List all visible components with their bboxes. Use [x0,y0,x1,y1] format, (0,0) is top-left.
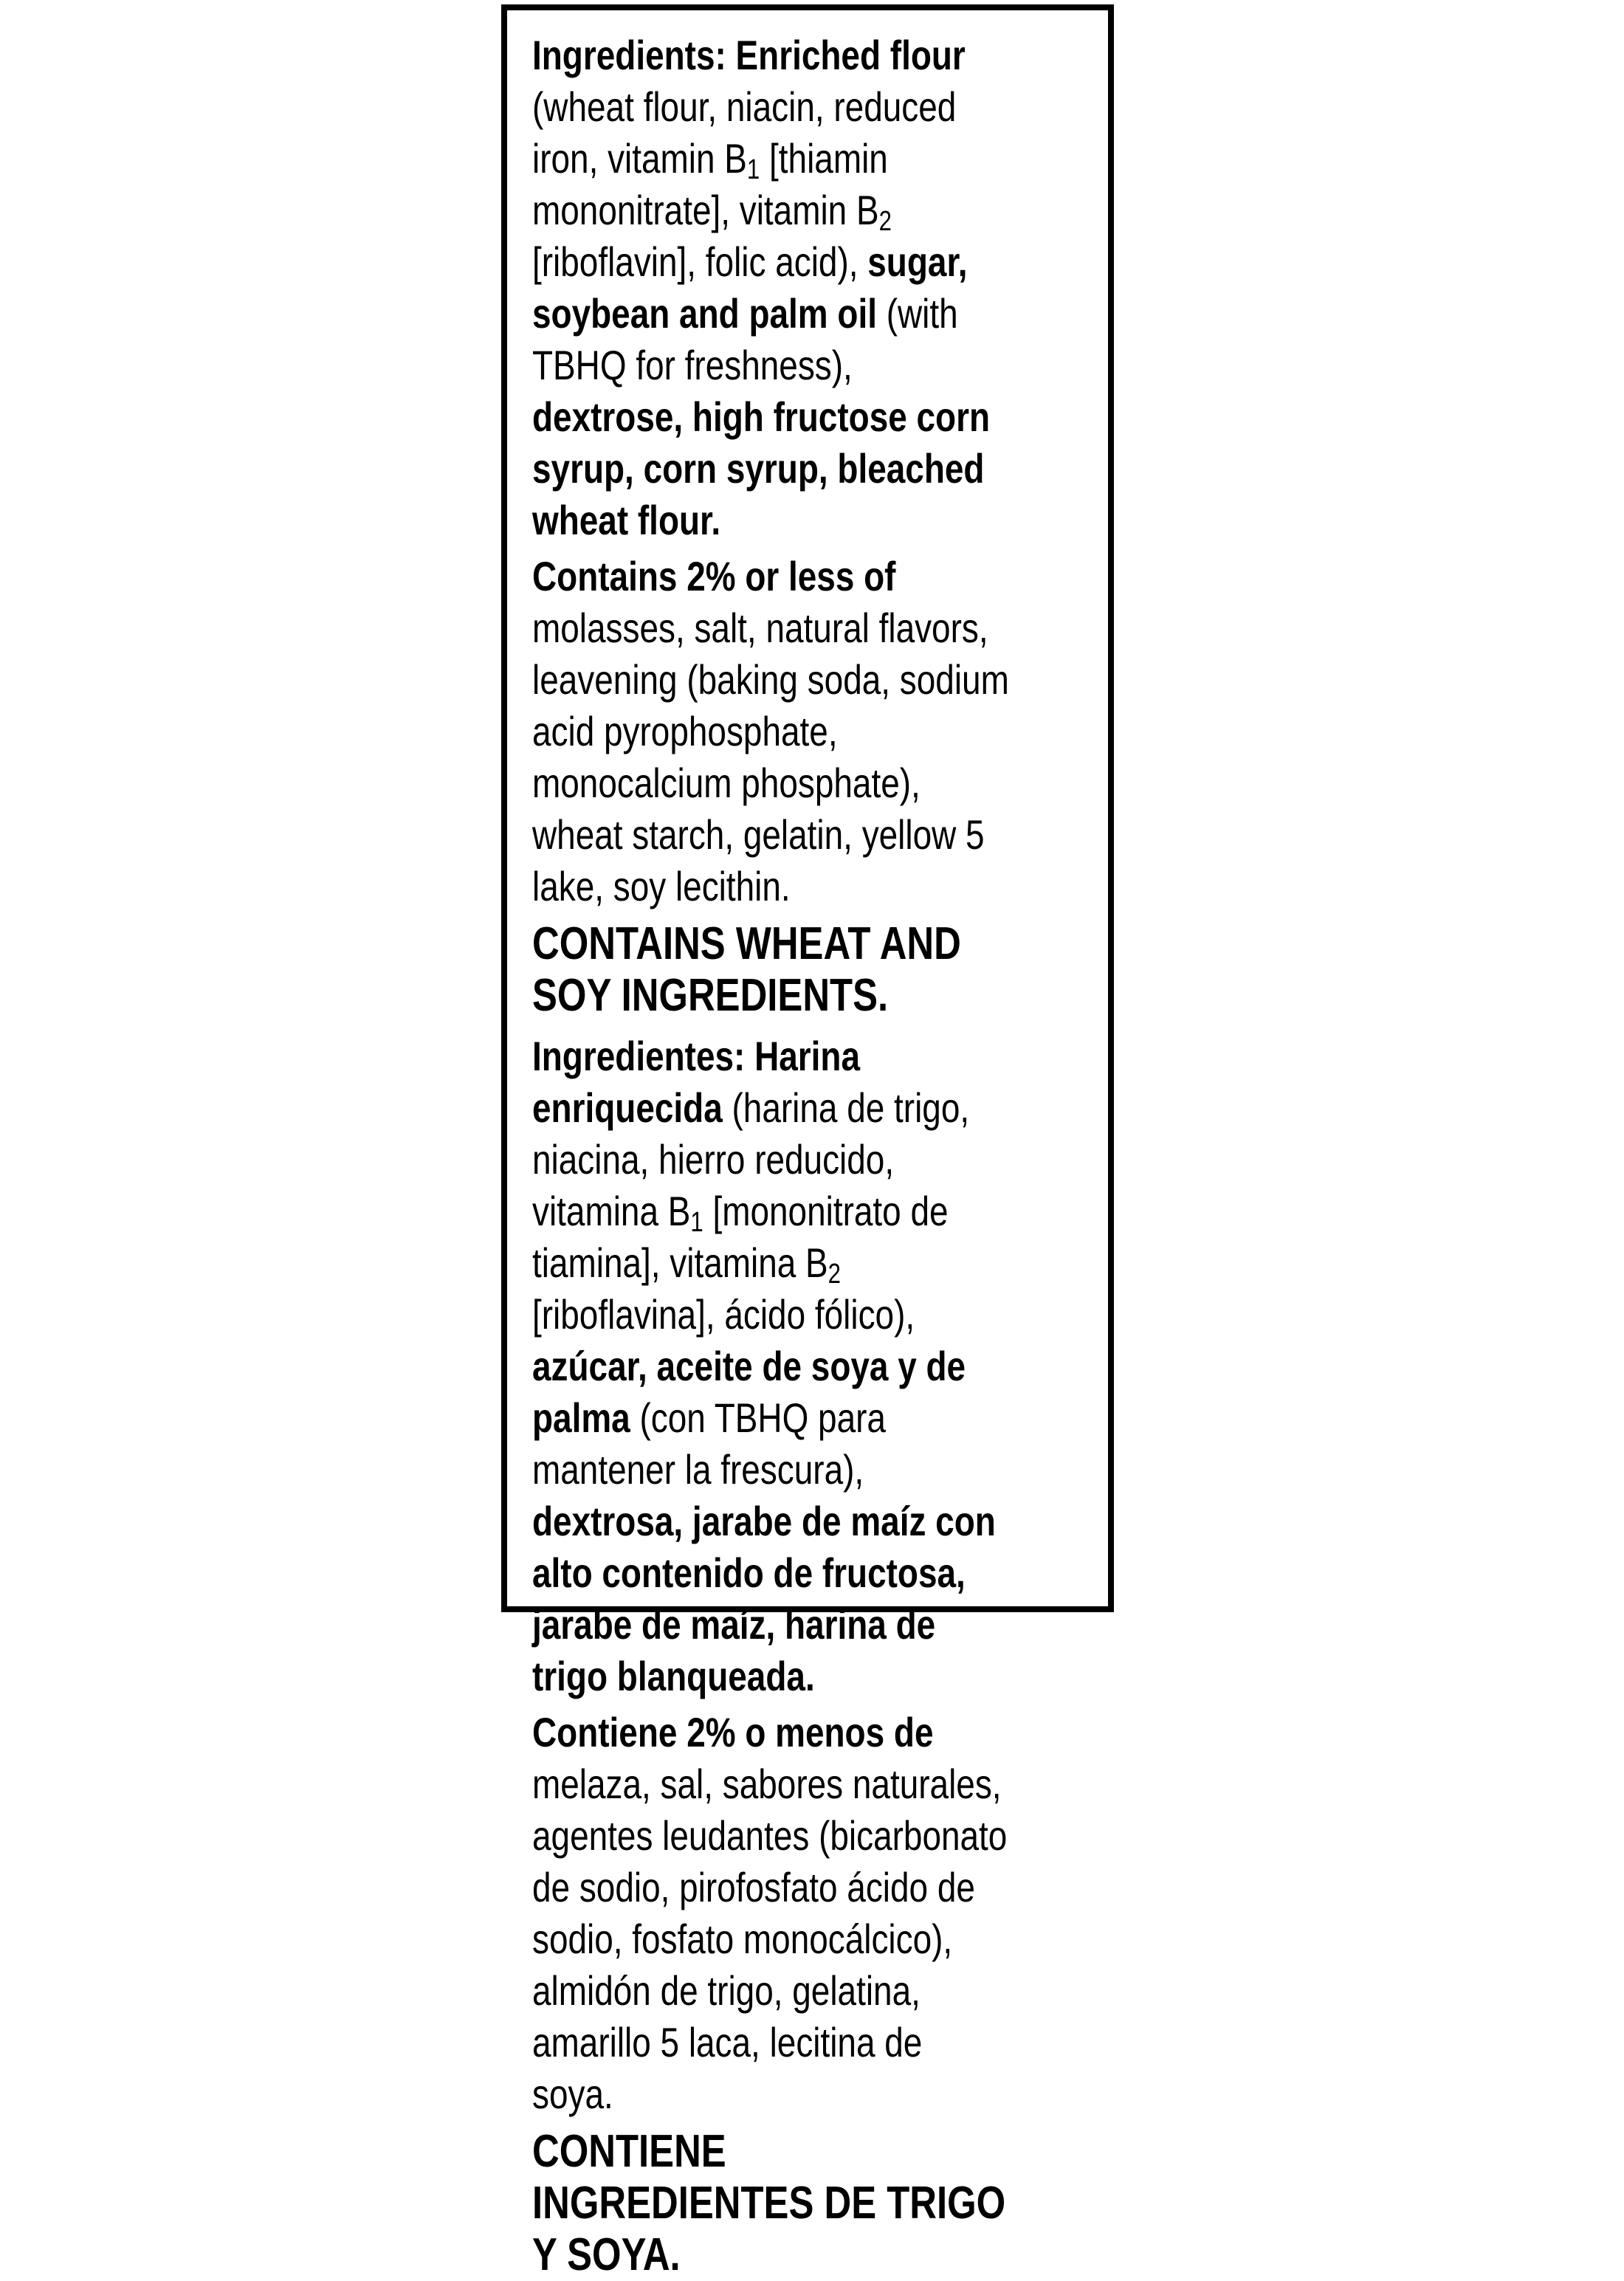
english-ingredients-text-4: (with TBHQ for freshness), [532,290,958,388]
spanish-ingredients-text-2: [mononitrato de tiamina], vitamina B [532,1188,949,1286]
ingredients-label-content [532,30,1011,2281]
ingredients-label-panel [501,4,1114,2280]
spanish-contains-heading: Contiene 2% o menos de [532,1709,934,1755]
spanish-ingredients-text-3: [riboflavina], ácido fólico), [532,1291,915,1338]
english-contains-paragraph [532,551,1011,912]
english-ingredients-text-2: [thiamin mononitrate], vitamin B [532,135,888,233]
spanish-vitamin-b2-subscript: 2 [828,1259,842,1290]
english-ingredients-paragraph [532,30,1011,546]
spanish-contains-paragraph [532,1707,1011,2120]
spanish-allergen-statement: CONTIENE INGREDIENTES DE TRIGO Y SOYA. [532,2126,1006,2280]
spanish-sugar-oils-bold: azúcar, aceite de soya y de palma [532,1343,966,1441]
english-vitamin-b1-subscript: 1 [746,154,760,185]
spanish-ingredients-heading: Ingredientes: Harina enriquecida [532,1033,861,1131]
english-allergen-statement: CONTAINS WHEAT AND SOY INGREDIENTS. [532,918,961,1021]
english-ingredients-text-3: [riboflavin], folic acid), [532,238,868,285]
english-vitamin-b2-subscript: 2 [878,206,892,237]
english-sugar-oils-bold: sugar, soybean and palm oil [532,238,968,337]
spanish-contains-text: melaza, sal, sabores naturales, agentes leudantes (bicarbonato de sodio, pirofosfato ácido de sodio, fosfato monocálcico), almidón de trigo, gelatina, amarillo 5 laca, lecitina de soya. [532,1761,1008,2117]
spanish-ingredients-text-1: (harina de trigo, niacina, hierro reducido, vitamina B [532,1084,970,1234]
spanish-vitamin-b1-subscript: 1 [690,1207,703,1238]
english-ingredients-text-1: (wheat flour, niacin, reduced iron, vitamin B [532,83,957,182]
english-contains-heading: Contains 2% or less of [532,553,896,599]
english-contains-text: molasses, salt, natural flavors, leavening (baking soda, sodium acid pyrophosphate, monocalcium phosphate), wheat starch, gelatin, yellow 5 lake, soy lecithin. [532,605,1009,909]
english-sweeteners-bold: dextrose, high fructose corn syrup, corn syrup, bleached wheat flour. [532,393,991,543]
english-ingredients-heading: Ingredients: Enriched flour [532,32,966,78]
spanish-ingredients-text-4: (con TBHQ para mantener la frescura), [532,1394,886,1493]
spanish-ingredients-paragraph [532,1031,1011,1702]
spanish-sweeteners-bold: dextrosa, jarabe de maíz con alto contenido de fructosa, jarabe de maíz, harina de trigo blanqueada. [532,1498,996,1699]
